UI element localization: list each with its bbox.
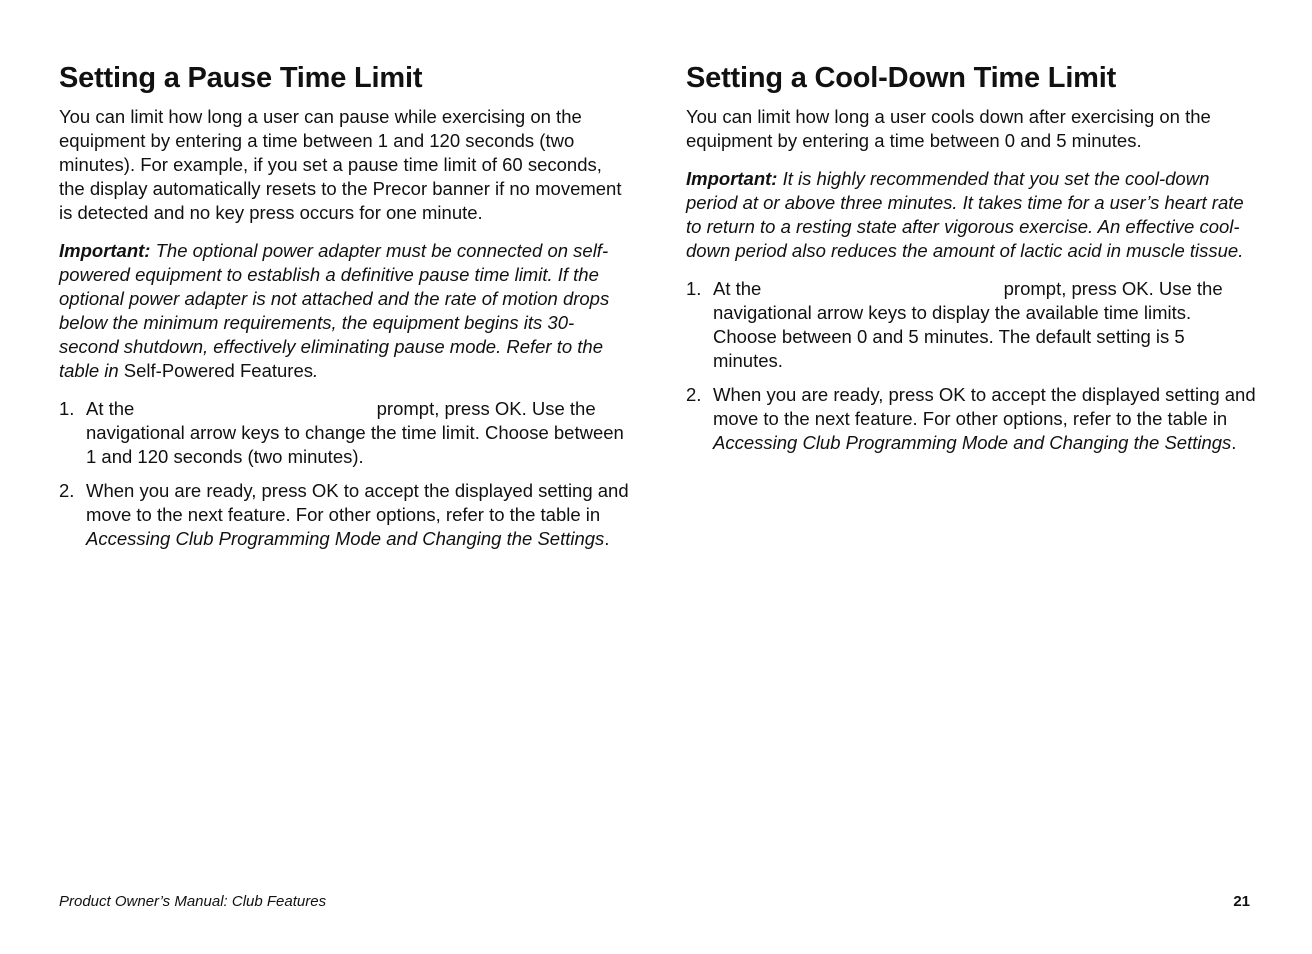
important-text: It is highly recommended that you set the cool-down period at or above three minutes. It takes time for a user’s heart rate to return to a resting state after vigorous exercise. An effective cool-down period also reduces the amount of lactic acid in muscle tissue. <box>686 168 1244 261</box>
footer-title: Product Owner’s Manual: Club Features <box>59 893 327 910</box>
cool-down-steps-list <box>686 277 1258 455</box>
page-footer <box>59 892 1250 912</box>
pause-time-limit-intro: You can limit how long a user can pause while exercising on the equipment by entering a time between 1 and 120 seconds (two minutes). For example, if you set a pause time limit of 60 seconds, the display automatically resets to the Precor banner if no movement is detected and no key press occurs for one minute. <box>59 106 622 223</box>
step-number: 1. <box>686 278 702 299</box>
important-label: Important: <box>686 168 778 189</box>
important-text: The optional power adapter must be connected on self-powered equipment to establish a definitive pause time limit. If the optional power adapter is not attached and the rate of motion drops below the minimum requirements, the equipment begins its 30-second shutdown, effectively eliminating pause mode. Refer to the table in <box>59 240 610 381</box>
step-text-after: prompt, press OK. Use the navigational arrow keys to change the time limit. Choose between 1 and 120 seconds (two minutes). <box>86 398 624 467</box>
pause-important-note <box>59 239 631 383</box>
pause-time-limit-heading: Setting a Pause Time Limit <box>59 62 423 94</box>
step-text: When you are ready, press OK to accept the displayed setting and move to the next feature. For other options, refer to the table in <box>86 480 629 525</box>
step-text: When you are ready, press OK to accept the displayed setting and move to the next feature. For other options, refer to the table in <box>713 384 1256 429</box>
step-end: . <box>604 528 610 549</box>
step-number: 2. <box>59 480 75 501</box>
club-programming-reference: Accessing Club Programming Mode and Changing the Settings <box>713 432 1232 453</box>
self-powered-features-reference: Self-Powered Features <box>123 360 313 381</box>
step-number: 2. <box>686 384 702 405</box>
pause-steps-list <box>59 397 631 551</box>
step-end: . <box>1231 432 1237 453</box>
left-column <box>59 60 631 561</box>
important-end: . <box>313 360 319 381</box>
cool-down-important-note <box>686 167 1258 263</box>
cool-down-time-limit-heading: Setting a Cool-Down Time Limit <box>686 62 1117 94</box>
step-text-before: At the <box>86 398 135 419</box>
step-text-before: At the <box>713 278 762 299</box>
important-label: Important: <box>59 240 151 261</box>
cool-down-intro: You can limit how long a user cools down after exercising on the equipment by entering a time between 0 and 5 minutes. <box>686 106 1211 151</box>
list-item <box>686 383 1258 455</box>
right-column <box>686 60 1258 465</box>
list-item <box>59 479 631 551</box>
page-number: 21 <box>1233 893 1250 910</box>
step-number: 1. <box>59 398 75 419</box>
club-programming-reference: Accessing Club Programming Mode and Changing the Settings <box>86 528 605 549</box>
list-item <box>686 277 1258 373</box>
step-text-after: prompt, press OK. Use the navigational arrow keys to display the available time limits. Choose between 0 and 5 minutes. The default setting is 5 minutes. <box>713 278 1223 371</box>
list-item <box>59 397 631 469</box>
